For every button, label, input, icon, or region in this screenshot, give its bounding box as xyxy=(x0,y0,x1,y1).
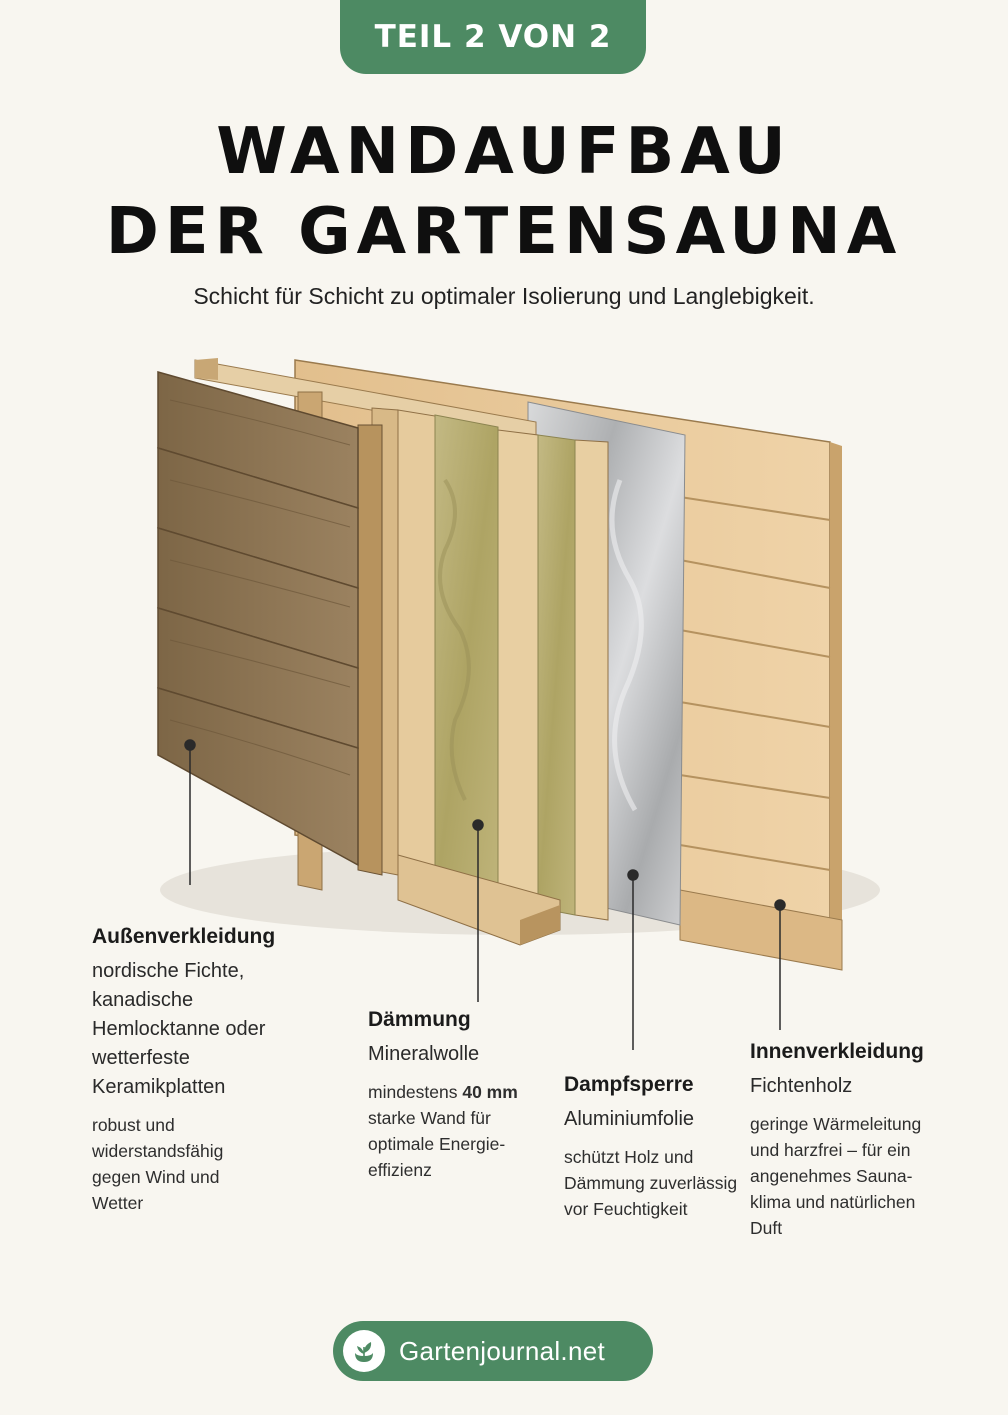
title-line-2: DER GARTENSAUNA xyxy=(105,195,903,269)
outer-desc-line: gegen Wind und xyxy=(92,1167,220,1187)
inner-material-line: Fichtenholz xyxy=(750,1075,853,1097)
insulation-heading: Dämmung xyxy=(368,1008,471,1031)
vapor-desc-line: vor Feuchtigkeit xyxy=(564,1199,688,1219)
outer-cladding-heading: Außenverkleidung xyxy=(92,925,276,948)
inner-desc-line: Duft xyxy=(750,1218,783,1238)
label-vapor-barrier xyxy=(564,1073,744,1222)
label-outer-cladding xyxy=(92,925,322,1216)
footer-site-name: Gartenjournal.net xyxy=(399,1335,606,1366)
outer-cladding-material xyxy=(92,957,322,1102)
outer-desc-line: Wetter xyxy=(92,1193,144,1213)
vapor-barrier-heading: Dampfsperre xyxy=(564,1073,694,1096)
outer-material-line: kanadische xyxy=(92,989,194,1011)
insulation-desc-first-line xyxy=(368,1079,558,1105)
inner-cladding-description xyxy=(750,1111,980,1241)
outer-desc-line: widerstandsfähig xyxy=(92,1141,224,1161)
outer-material-line: Hemlocktanne oder xyxy=(92,1018,266,1040)
inner-desc-line: klima und natürlichen xyxy=(750,1192,916,1212)
outer-desc-line: robust und xyxy=(92,1115,175,1135)
title-line-1: WANDAUFBAU xyxy=(216,115,792,189)
label-inner-cladding xyxy=(750,1040,980,1241)
label-insulation xyxy=(368,1008,558,1183)
vapor-desc-line: schützt Holz und xyxy=(564,1147,694,1167)
outer-material-line: wetterfeste xyxy=(92,1047,190,1069)
insulation-description xyxy=(368,1079,558,1183)
insulation-desc-line: effizienz xyxy=(368,1160,432,1180)
insulation-material xyxy=(368,1040,558,1069)
outer-material-line: Keramikplatten xyxy=(92,1076,226,1098)
outer-cladding-layer xyxy=(158,372,382,875)
inner-desc-line: und harzfrei – für ein xyxy=(750,1140,911,1160)
part-badge: TEIL 2 VON 2 xyxy=(340,0,646,74)
vapor-desc-line: Dämmung zuverlässig xyxy=(564,1173,738,1193)
inner-desc-line: angenehmes Sauna- xyxy=(750,1166,913,1186)
inner-cladding-material xyxy=(750,1072,980,1101)
footer-brand-pill[interactable] xyxy=(333,1321,653,1381)
insulation-material-line: Mineralwolle xyxy=(368,1043,480,1065)
leaf-sprout-icon xyxy=(343,1330,385,1372)
insulation-desc-line: starke Wand für xyxy=(368,1108,491,1128)
vapor-barrier-description xyxy=(564,1144,744,1222)
insulation-desc-prefix: mindestens xyxy=(368,1082,463,1102)
inner-cladding-heading: Innenverkleidung xyxy=(750,1040,924,1063)
outer-material-line: nordische Fichte, xyxy=(92,960,245,982)
subtitle: Schicht für Schicht zu optimaler Isolierung und Langlebigkeit. xyxy=(193,283,815,309)
vapor-material-line: Aluminiumfolie xyxy=(564,1108,695,1130)
insulation-desc-line: optimale Energie- xyxy=(368,1134,506,1154)
inner-desc-line: geringe Wärmeleitung xyxy=(750,1114,922,1134)
outer-cladding-description xyxy=(92,1112,322,1216)
insulation-thickness: 40 mm xyxy=(462,1082,518,1102)
vapor-barrier-material xyxy=(564,1105,744,1134)
page-title xyxy=(0,112,1008,272)
